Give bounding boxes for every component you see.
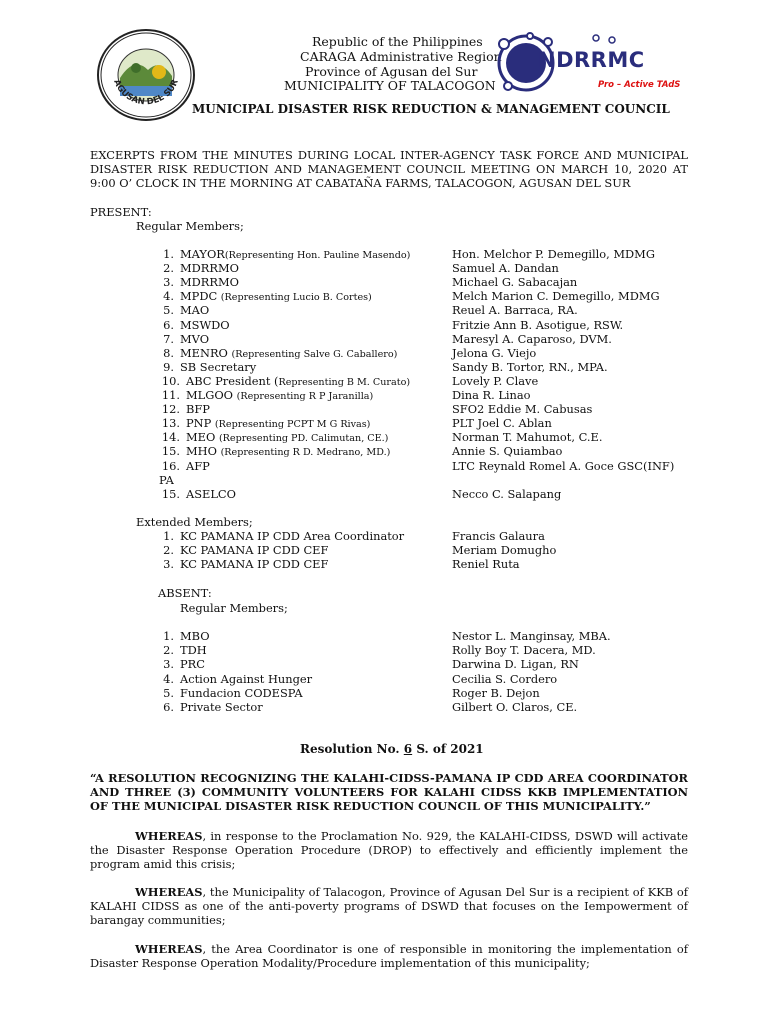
member-number: 9.	[163, 359, 174, 374]
extended-member-row	[152, 543, 328, 557]
member-role: MAO	[180, 303, 210, 318]
member-name: SFO2 Eddie M. Cabusas	[452, 402, 593, 417]
whereas-3: WHEREAS, the Area Coordinator is one of responsible in monitoring the implementation of Disaster Response Operation Modality/Procedure implementation of this municipality;	[90, 942, 688, 971]
seal-bottom-text: AGUSAN DEL SUR	[111, 78, 181, 108]
member-role: PNP	[186, 416, 215, 431]
member-number: 12.	[161, 402, 180, 417]
member-name: Samuel A. Dandan	[452, 261, 559, 276]
municipal-seal	[96, 28, 196, 122]
member-number: 6.	[163, 700, 174, 714]
extended-member-row	[152, 557, 328, 571]
regular-members-label: Regular Members;	[136, 219, 244, 233]
resolution-title: “A RESOLUTION RECOGNIZING THE KALAHI-CIDSS-PAMANA IP CDD AREA COORDINATOR AND THREE (3) COMMUNITY VOLUNTEERS FOR KALAHI CIDSS KKB IMPLEMENTATION OF THE MUNICIPAL DISASTER RISK REDUCTION COUNCIL OF THIS MUNICIPALITY.”	[90, 771, 688, 814]
present-label: PRESENT:	[90, 205, 152, 219]
member-role: MSWDO	[180, 317, 230, 332]
ndrrmc-tagline: Pro – Active TAdS	[598, 80, 681, 90]
header-province: Province of Agusan del Sur	[305, 64, 478, 79]
member-role: MDRRMO	[180, 261, 239, 276]
council-title: MUNICIPAL DISASTER RISK REDUCTION & MANAGEMENT COUNCIL	[192, 102, 670, 116]
member-number: 13.	[161, 416, 180, 431]
member-number: 5.	[163, 685, 174, 700]
member-name: Dina R. Linao	[452, 388, 531, 402]
member-name: Necco C. Salapang	[452, 486, 562, 501]
member-name: Fritzie Ann B. Asotigue, RSW.	[452, 317, 624, 332]
member-role: SB Secretary	[180, 359, 257, 374]
member-role: Action Against Hunger	[180, 671, 313, 686]
member-number: 5.	[163, 303, 174, 318]
member-number: 14.	[161, 430, 180, 445]
member-name: Maresyl A. Caparoso, DVM.	[452, 331, 612, 346]
member-role: MENRO	[180, 345, 232, 360]
ndrrmc-text: NDRRMC	[538, 48, 645, 72]
member-role: MBO	[180, 629, 210, 643]
member-role: KC PAMANA IP CDD CEF	[180, 557, 329, 572]
absent-member-row	[152, 629, 210, 643]
member-number: 10.	[161, 373, 180, 388]
member-role: MVO	[180, 331, 210, 346]
member-name: Gilbert O. Claros, CE.	[452, 700, 578, 714]
whereas-2: WHEREAS, the Municipality of Talacogon, Province of Agusan Del Sur is a recipient of KKB of KALAHI CIDSS as one of the anti-poverty programs of DSWD that focuses on the Iempowerment of barangay communities;	[90, 885, 688, 928]
member-name: Michael G. Sabacajan	[452, 275, 578, 290]
member-number: 4.	[163, 671, 174, 686]
member-role: MPDC	[180, 289, 221, 304]
absent-member-row	[152, 657, 205, 671]
member-name: Reniel Ruta	[452, 557, 520, 572]
member-number: 6.	[163, 317, 174, 332]
absent-regular-label: Regular Members;	[180, 601, 288, 615]
member-name: PLT Joel C. Ablan	[452, 416, 552, 431]
member-name: Norman T. Mahumot, C.E.	[452, 430, 603, 445]
member-role: PRC	[180, 657, 205, 672]
member-name: Melch Marion C. Demegillo, MDMG	[452, 289, 660, 304]
whereas-1: WHEREAS, in response to the Proclamation No. 929, the KALAHI-CIDSS, DSWD will activate the Disaster Response Operation Procedure (DROP) to effectively and efficiently implement the program amid this crisis;	[90, 829, 688, 872]
member-number: 15.	[161, 486, 180, 501]
member-number: 8.	[163, 345, 174, 360]
member-role: BFP	[186, 402, 210, 417]
member-role: AFP	[186, 458, 210, 473]
member-note: Representing B M. Curato)	[278, 376, 411, 388]
member-name: Darwina D. Ligan, RN	[452, 657, 579, 672]
member-name: Annie S. Quiambao	[452, 444, 563, 459]
member-name: Hon. Melchor P. Demegillo, MDMG	[452, 247, 655, 261]
extended-member-row	[152, 529, 404, 543]
member-role: KC PAMANA IP CDD CEF	[180, 543, 329, 558]
member-number: 11.	[161, 388, 180, 402]
absent-member-row	[152, 700, 263, 714]
header-republic: Republic of the Philippines	[312, 34, 483, 49]
member-name: Lovely P. Clave	[452, 373, 539, 388]
absent-label: ABSENT:	[158, 586, 212, 600]
member-note: (Representing PCPT M G Rivas)	[214, 419, 371, 431]
member-number: 2.	[163, 261, 174, 276]
intro-paragraph: EXCERPTS FROM THE MINUTES DURING LOCAL INTER-AGENCY TASK FORCE AND MUNICIPAL DISASTER RISK REDUCTION AND MANAGEMENT COUNCIL MEETING ON MARCH 10, 2020 AT 9:00 O’ CLOCK IN THE MORNING AT CABATAÑA FARMS, TALACOGON, AGUSAN DEL SUR	[90, 148, 688, 191]
member-number: 1.	[163, 629, 174, 643]
member-number: 2.	[163, 643, 174, 658]
member-number: 15.	[161, 444, 180, 459]
resolution-number: Resolution No. 6 S. of 2021	[300, 742, 484, 756]
member-name: Meriam Domugho	[452, 543, 557, 558]
member-name: Jelona G. Viejo	[452, 345, 537, 360]
absent-member-row	[152, 672, 312, 686]
member-name: Nestor L. Manginsay, MBA.	[452, 629, 611, 643]
member-note: (Representing R P Jaranilla)	[236, 391, 374, 402]
header-region: CARAGA Administrative Region	[300, 49, 502, 64]
member-role: MHO	[186, 444, 221, 459]
member-number: 7.	[163, 331, 174, 346]
member-name: Cecilia S. Cordero	[452, 671, 558, 686]
member-name: LTC Reynald Romel A. Goce GSC(INF)	[452, 458, 675, 473]
member-role: MEO	[186, 430, 219, 445]
member-role: TDH	[180, 643, 207, 658]
member-name: Sandy B. Tortor, RN., MPA.	[452, 359, 608, 374]
member-name: Francis Galaura	[452, 529, 545, 543]
extended-members-label: Extended Members;	[136, 515, 253, 529]
member-number: 3.	[163, 557, 174, 572]
member-number: 3.	[163, 657, 174, 672]
member-note: (Representing Lucio B. Cortes)	[220, 292, 372, 304]
member-role: MAYOR	[180, 247, 225, 261]
absent-member-row	[152, 686, 303, 700]
member-name: Rolly Boy T. Dacera, MD.	[452, 643, 596, 658]
member-note: (Representing R D. Medrano, MD.)	[220, 447, 391, 459]
member-note: (Representing PD. Calimutan, CE.)	[218, 433, 389, 445]
member-role: MDRRMO	[180, 275, 239, 290]
member-note: (Representing Hon. Pauline Masendo)	[224, 250, 411, 261]
member-note: (Representing Salve G. Caballero)	[231, 348, 398, 360]
member-role: PA	[159, 472, 174, 487]
header-municipality: MUNICIPALITY OF TALACOGON	[284, 78, 496, 93]
member-role: ASELCO	[186, 486, 236, 501]
member-role: MLGOO	[186, 388, 237, 402]
absent-member-row	[152, 643, 207, 657]
member-role: Private Sector	[180, 700, 263, 714]
member-name: Reuel A. Barraca, RA.	[452, 303, 578, 318]
member-role: ABC President (	[186, 373, 279, 388]
member-number: 3.	[163, 275, 174, 290]
member-number: 1.	[163, 529, 174, 543]
member-number: 16.	[161, 458, 180, 473]
member-number: 4.	[163, 289, 174, 304]
member-number: 1.	[163, 247, 174, 261]
member-role: Fundacion CODESPA	[180, 685, 303, 700]
member-role: KC PAMANA IP CDD Area Coordinator	[180, 529, 405, 543]
member-row	[152, 487, 236, 503]
member-name: Roger B. Dejon	[452, 685, 540, 700]
member-number: 2.	[163, 543, 174, 558]
seal-top-text	[96, 28, 196, 31]
